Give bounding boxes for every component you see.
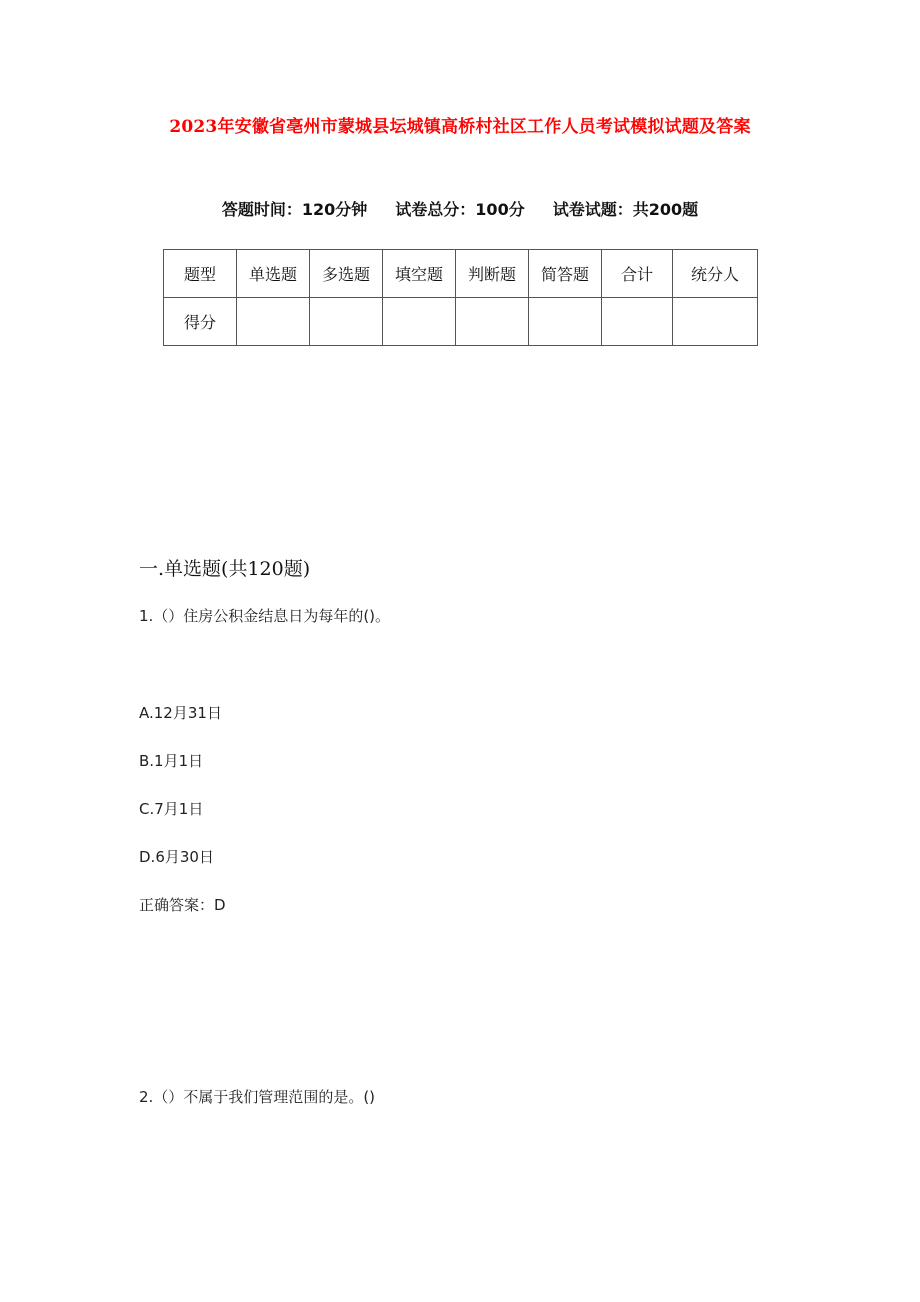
exam-question-count: 试卷试题：共200题: [552, 200, 699, 219]
table-cell: 题型: [164, 250, 237, 298]
question-1-text: 1.（）住房公积金结息日为每年的()。: [139, 607, 391, 625]
table-cell: 合计: [602, 250, 673, 298]
question-1-answer: 正确答案：D: [139, 896, 226, 914]
exam-time: 答题时间：120分钟: [221, 200, 368, 219]
document-title: 2023年安徽省亳州市蒙城县坛城镇高桥村社区工作人员考试模拟试题及答案: [169, 117, 751, 137]
score-table-score-row: [164, 298, 758, 346]
score-table: [163, 249, 758, 346]
table-cell: 得分: [164, 298, 237, 346]
score-table-header-row: [164, 250, 758, 298]
score-cell-fill-blank: [383, 298, 456, 346]
score-cell-true-false: [456, 298, 529, 346]
question-1-option-c: C.7月1日: [139, 800, 204, 818]
table-cell: 简答题: [529, 250, 602, 298]
exam-total-score: 试卷总分：100分: [395, 200, 525, 219]
score-cell-single-choice: [237, 298, 310, 346]
exam-info: [0, 197, 920, 220]
table-cell: 多选题: [310, 250, 383, 298]
table-cell: 判断题: [456, 250, 529, 298]
section-title: 一.单选题(共120题): [139, 558, 311, 580]
question-2-text: 2.（）不属于我们管理范围的是。(): [139, 1088, 376, 1106]
score-cell-grader: [673, 298, 758, 346]
question-1-option-d: D.6月30日: [139, 848, 214, 866]
table-cell: 填空题: [383, 250, 456, 298]
table-cell: 统分人: [673, 250, 758, 298]
score-cell-total: [602, 298, 673, 346]
score-cell-short-answer: [529, 298, 602, 346]
question-1-option-b: B.1月1日: [139, 752, 204, 770]
table-cell: 单选题: [237, 250, 310, 298]
question-1-option-a: A.12月31日: [139, 704, 222, 722]
score-cell-multi-choice: [310, 298, 383, 346]
